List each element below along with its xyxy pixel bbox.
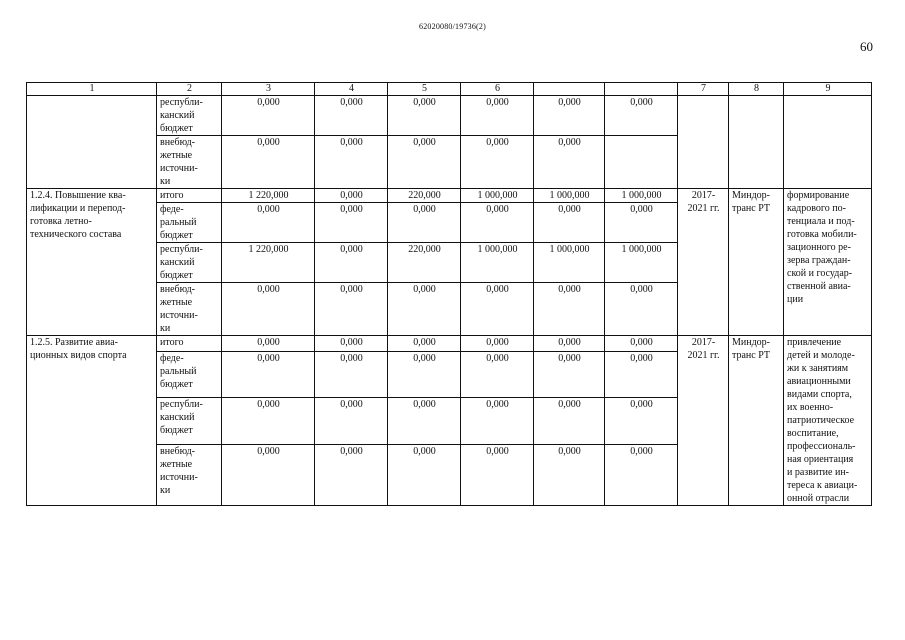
value-cell: 0,000 — [605, 203, 678, 243]
value-cell: 0,000 — [461, 352, 534, 398]
result-cell: формирование кадрового по- тенциала и под- готовка мобили- зационного ре- зерва граждан- ской и государ- ственной авиа- ции — [784, 189, 872, 336]
source-cell: республи- канский бюджет — [157, 243, 222, 283]
value-cell: 0,000 — [315, 203, 388, 243]
column-header: 4 — [315, 83, 388, 96]
value-cell: 0,000 — [222, 398, 315, 444]
budget-table — [26, 82, 872, 506]
period-cell: 2017- 2021 гг. — [678, 336, 729, 506]
value-cell: 0,000 — [605, 283, 678, 336]
column-header: 3 — [222, 83, 315, 96]
value-cell: 0,000 — [461, 444, 534, 505]
value-cell: 1 000,000 — [534, 189, 605, 203]
value-cell: 0,000 — [388, 283, 461, 336]
source-cell: республи- канский бюджет — [157, 398, 222, 444]
value-cell: 0,000 — [388, 398, 461, 444]
value-cell: 1 000,000 — [605, 189, 678, 203]
value-cell: 0,000 — [222, 283, 315, 336]
column-header: 8 — [729, 83, 784, 96]
source-cell: республи- канский бюджет — [157, 96, 222, 136]
value-cell: 0,000 — [388, 352, 461, 398]
activity-name: 1.2.4. Повышение ква- лификации и перепод- готовка летно- технического состава — [27, 189, 157, 336]
value-cell: 0,000 — [388, 203, 461, 243]
header-row — [27, 83, 872, 96]
value-cell: 1 220,000 — [222, 189, 315, 203]
source-cell: внебюд- жетные источни- ки — [157, 136, 222, 189]
source-cell: феде- ральный бюджет — [157, 352, 222, 398]
value-cell: 0,000 — [605, 398, 678, 444]
value-cell: 220,000 — [388, 189, 461, 203]
value-cell: 0,000 — [534, 352, 605, 398]
value-cell: 1 000,000 — [605, 243, 678, 283]
column-header — [605, 83, 678, 96]
value-cell: 0,000 — [461, 283, 534, 336]
source-cell: итого — [157, 336, 222, 352]
value-cell: 0,000 — [222, 203, 315, 243]
table-row — [27, 189, 872, 203]
value-cell: 0,000 — [461, 203, 534, 243]
value-cell: 0,000 — [388, 136, 461, 189]
value-cell: 0,000 — [461, 398, 534, 444]
value-cell: 220,000 — [388, 243, 461, 283]
value-cell: 0,000 — [315, 352, 388, 398]
value-cell: 0,000 — [605, 444, 678, 505]
value-cell: 0,000 — [605, 336, 678, 352]
table-body — [27, 83, 872, 506]
value-cell: 0,000 — [534, 398, 605, 444]
value-cell: 1 000,000 — [461, 189, 534, 203]
value-cell: 0,000 — [461, 96, 534, 136]
value-cell: 0,000 — [222, 336, 315, 352]
value-cell: 0,000 — [534, 136, 605, 189]
value-cell: 1 000,000 — [534, 243, 605, 283]
value-cell: 0,000 — [315, 283, 388, 336]
column-header: 7 — [678, 83, 729, 96]
period-cell: 2017- 2021 гг. — [678, 189, 729, 336]
value-cell: 0,000 — [534, 444, 605, 505]
column-header: 9 — [784, 83, 872, 96]
result-cell — [784, 96, 872, 189]
value-cell: 0,000 — [534, 96, 605, 136]
value-cell: 1 000,000 — [461, 243, 534, 283]
source-cell: внебюд- жетные источни- ки — [157, 444, 222, 505]
executor-cell: Миндор- транс РТ — [729, 336, 784, 506]
value-cell: 0,000 — [222, 136, 315, 189]
source-cell: внебюд- жетные источни- ки — [157, 283, 222, 336]
column-header: 5 — [388, 83, 461, 96]
value-cell: 0,000 — [222, 96, 315, 136]
column-header: 6 — [461, 83, 534, 96]
value-cell: 0,000 — [388, 96, 461, 136]
source-cell: итого — [157, 189, 222, 203]
value-cell: 0,000 — [222, 352, 315, 398]
value-cell: 0,000 — [534, 203, 605, 243]
value-cell: 0,000 — [534, 283, 605, 336]
column-header — [534, 83, 605, 96]
value-cell: 0,000 — [315, 336, 388, 352]
value-cell: 0,000 — [534, 336, 605, 352]
name-cell — [27, 96, 157, 189]
page-number: 60 — [860, 39, 873, 54]
activity-name: 1.2.5. Развитие авиа- ционных видов спорта — [27, 336, 157, 506]
value-cell: 0,000 — [315, 189, 388, 203]
value-cell: 0,000 — [222, 444, 315, 505]
value-cell: 0,000 — [461, 136, 534, 189]
result-cell: привлечение детей и молоде- жи к занятиям авиационными видами спорта, их военно- патриотическое воспитание, профессиональ- ная ориентация и развитие ин- тереса к авиаци- онной отрасли — [784, 336, 872, 506]
column-header: 2 — [157, 83, 222, 96]
value-cell: 0,000 — [461, 336, 534, 352]
value-cell: 0,000 — [388, 336, 461, 352]
value-cell: 0,000 — [315, 243, 388, 283]
period-cell — [678, 96, 729, 189]
executor-cell: Миндор- транс РТ — [729, 189, 784, 336]
value-cell: 0,000 — [388, 444, 461, 505]
executor-cell — [729, 96, 784, 189]
table-row — [27, 336, 872, 352]
value-cell: 0,000 — [605, 96, 678, 136]
column-header: 1 — [27, 83, 157, 96]
source-cell: феде- ральный бюджет — [157, 203, 222, 243]
value-cell: 0,000 — [315, 96, 388, 136]
value-cell: 1 220,000 — [222, 243, 315, 283]
value-cell — [605, 136, 678, 189]
value-cell: 0,000 — [315, 136, 388, 189]
value-cell: 0,000 — [315, 398, 388, 444]
document-id: 62020080/19736(2) — [419, 22, 486, 31]
table-row — [27, 96, 872, 136]
value-cell: 0,000 — [315, 444, 388, 505]
value-cell: 0,000 — [605, 352, 678, 398]
